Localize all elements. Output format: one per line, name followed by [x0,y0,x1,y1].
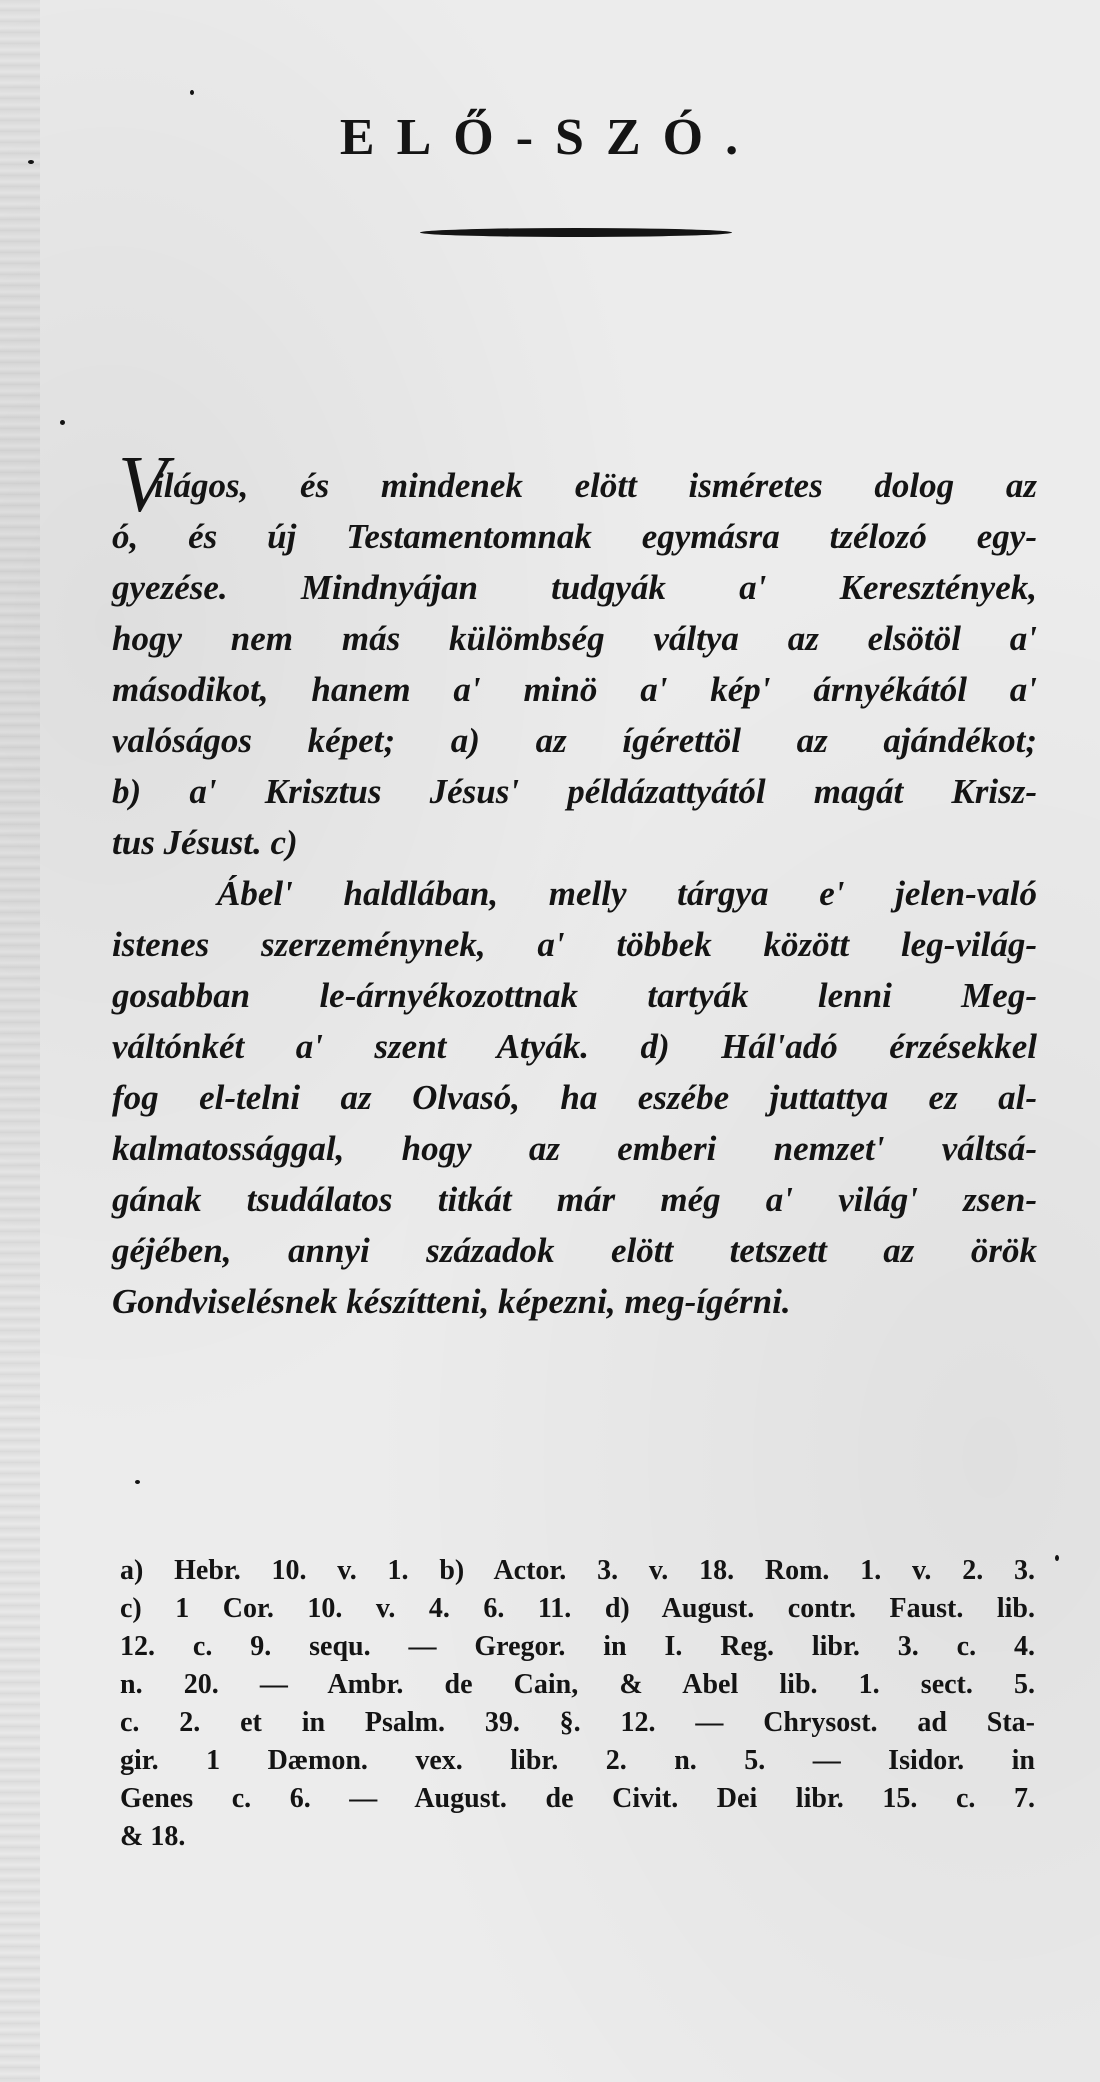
ink-speck [190,90,194,95]
footnote-line: Genes c. 6. — August. de Civit. Dei libr. 15. c. 7. [120,1783,1035,1814]
text-line: váltónkét a' szent Atyák. d) Hál'adó érzésekkel [112,1027,1037,1066]
footnote-line: a) Hebr. 10. v. 1. b) Actor. 3. v. 18. Rom. 1. v. 2. 3. [120,1555,1035,1586]
footnote-line: & 18. [120,1821,186,1852]
text-line: tus Jésust. c) [112,823,298,862]
text-line: Ábel' haldlában, melly tárgya e' jelen-való [217,874,1037,913]
text-line: istenes szerzeménynek, a' többek között leg-világ- [112,925,1037,964]
text-line: valóságos képet; a) az ígérettöl az ajándékot; [112,721,1037,760]
text-line: fog el-telni az Olvasó, ha eszébe juttattya ez al- [112,1078,1037,1117]
drop-cap: V [118,441,167,529]
text-line: ilágos, és mindenek elött isméretes dolog az [154,466,1037,505]
ink-speck [28,160,34,164]
ink-speck [1055,1555,1059,1561]
title-rule [420,228,732,237]
ink-speck [135,1480,140,1484]
footnote-line: c. 2. et in Psalm. 39. §. 12. — Chrysost. ad Sta- [120,1707,1035,1738]
footnotes [120,1552,1035,1856]
text-line: másodikot, hanem a' minö a' kép' árnyékától a' [112,670,1037,709]
page-title: ELŐ-SZÓ. [339,109,761,166]
text-line: gyezése. Mindnyájan tudgyák a' Keresztények, [112,568,1037,607]
text-line: Gondviselésnek készítteni, képezni, meg-ígérni. [112,1282,791,1321]
text-line: gának tsudálatos titkát már még a' világ' zsen- [112,1180,1037,1219]
page-edge-shadow [0,0,40,2082]
footnote-line: c) 1 Cor. 10. v. 4. 6. 11. d) August. contr. Faust. lib. [120,1593,1035,1624]
text-line: ó, és új Testamentomnak egymásra tzélozó egy- [112,517,1037,556]
preface-text [112,460,1037,1327]
ink-speck [60,420,65,425]
footnote-line: n. 20. — Ambr. de Cain, & Abel lib. 1. sect. 5. [120,1669,1035,1700]
text-line: gosabban le-árnyékozottnak tartyák lenni Meg- [112,976,1037,1015]
footnote-line: 12. c. 9. sequ. — Gregor. in I. Reg. libr. 3. c. 4. [120,1631,1035,1662]
text-line: géjében, annyi századok elött tetszett az örök [112,1231,1037,1270]
footnote-line: gir. 1 Dæmon. vex. libr. 2. n. 5. — Isidor. in [120,1745,1035,1776]
text-line: hogy nem más külömbség váltya az elsötöl a' [112,619,1037,658]
text-line: b) a' Krisztus Jésus' példázattyától magát Krisz- [112,772,1037,811]
text-line: kalmatossággal, hogy az emberi nemzet' váltsá- [112,1129,1037,1168]
